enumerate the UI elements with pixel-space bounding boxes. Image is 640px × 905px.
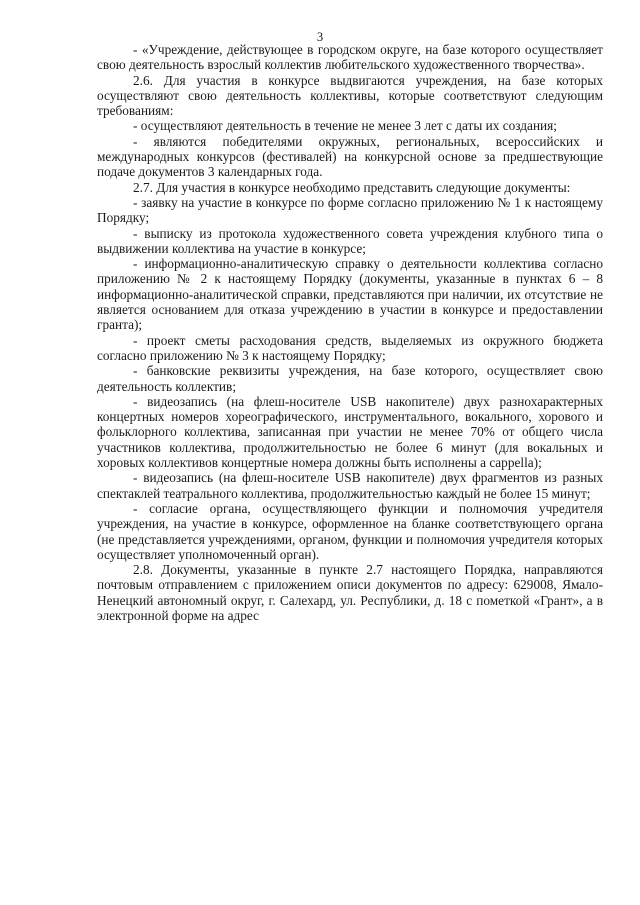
document-list-item: - выписку из протокола художественного совета учреждения клубного типа о выдвижении коллектива на участие в конкурсе; <box>97 225 603 256</box>
document-list-item: - проект сметы расходования средств, выделяемых из окружного бюджета согласно приложению № 3 к настоящему Порядку; <box>97 332 603 363</box>
paragraph-2-6: 2.6. Для участия в конкурсе выдвигаются учреждения, на базе которых осуществляют свою деятельность коллективы, которые соответствуют следующим требованиям: <box>97 72 603 119</box>
requirement-item: - осуществляют деятельность в течение не менее 3 лет с даты их создания; <box>133 118 557 134</box>
paragraph-nomination-text: - «Учреждение, действующее в городском округе, на базе которого осуществляет свою деятельность взрослый коллектив любительского художественного творчества». <box>97 42 603 73</box>
document-list-item: - заявку на участие в конкурсе по форме согласно приложению № 1 к настоящему Порядку; <box>97 194 603 226</box>
document-list-item: - информационно-аналитическую справку о деятельности коллектива согласно приложению № 2 к настоящему Порядку (документы, указанные в пунктах 6 – 8 информационно-аналитической справки, представляются при наличии, их отсутствие не является основанием для отказа учреждению в участии в конкурсе и предоставлении гранта); <box>97 256 603 333</box>
document-list-item: - согласие органа, осуществляющего функции и полномочия учредителя учреждения, на участие в конкурсе, оформленное на бланке соответствующего органа (не представляется учреждениями, органом, функции и полномочия учредителя которых осуществляет уполномоченный орган). <box>97 500 603 562</box>
document-list-item: - банковские реквизиты учреждения, на базе которого, осуществляет свою деятельность коллектив; <box>97 363 603 394</box>
document-list-item: - видеозапись (на флеш-носителе USB накопителе) двух фрагментов из разных спектаклей театрального коллектива, продолжительностью каждый не более 15 минут; <box>97 470 603 501</box>
paragraph-2-7: 2.7. Для участия в конкурсе необходимо представить следующие документы: <box>133 179 571 195</box>
document-body <box>97 42 603 623</box>
requirement-item: - являются победителями окружных, региональных, всероссийских и международных конкурсов (фестивалей) на конкурсной основе за предшествующие подаче документов 3 календарных года. <box>97 133 603 180</box>
document-list-item: - видеозапись (на флеш-носителе USB накопителе) двух разнохарактерных концертных номеров хореографического, инструментального, вокального, хорового и фольклорного коллектива, записанная при участии не менее 70% от общего числа участников коллектива, продолжительностью не более 6 минут (для вокальных и хоровых коллективов концертные номера должны быть исполнены a cappella); <box>97 393 603 471</box>
page-number: 3 <box>316 30 324 44</box>
paragraph-2-8: 2.8. Документы, указанные в пункте 2.7 настоящего Порядка, направляются почтовым отправлением с приложением описи документов по адресу: 629008, Ямало-Ненецкий автономный округ, г. Салехард, ул. Республики, д. 18 с пометкой «Грант», а в электронной форме на адрес <box>97 562 603 623</box>
